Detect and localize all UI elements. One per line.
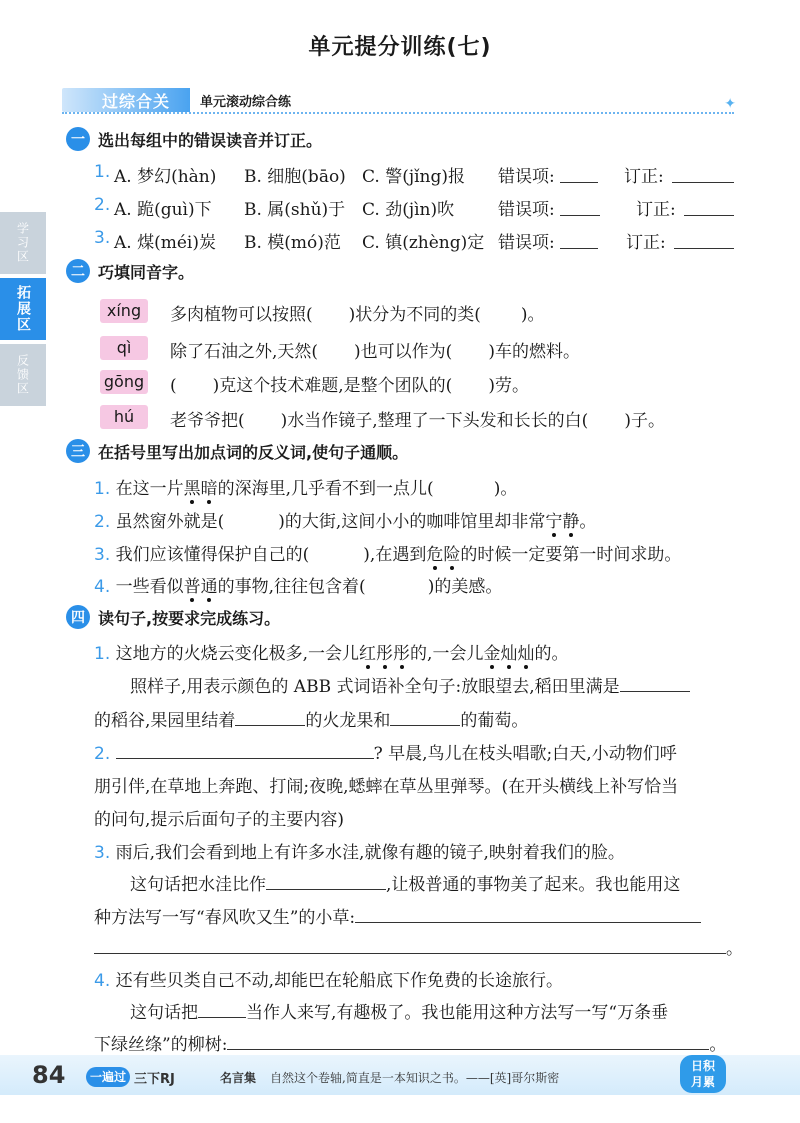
q3-line-1 xyxy=(130,870,680,895)
text: ? 早晨,鸟儿在枝头唱歌;白天,小动物们呼 xyxy=(373,744,677,764)
dotted-char: 普 xyxy=(183,577,201,597)
star-icon: ✦ xyxy=(724,96,736,112)
text: 虽然窗外就是( xyxy=(115,512,225,532)
s3-row-3 xyxy=(94,540,681,565)
daily-stamp xyxy=(680,1055,726,1093)
item-number: 4. xyxy=(94,971,111,991)
answer-blank[interactable] xyxy=(355,922,701,923)
section-1-title: 选出每组中的错误读音并订正。 xyxy=(98,130,323,150)
text: ,让极普通的事物美了起来。我也能用这 xyxy=(386,875,681,895)
dotted-char: 通 xyxy=(200,577,218,597)
error-label: 错误项: xyxy=(498,233,555,253)
text: 的火龙果和 xyxy=(305,711,391,731)
text: 这句话把 xyxy=(130,1003,198,1023)
banner-dotted-line xyxy=(62,112,734,114)
q4-sentence xyxy=(94,966,563,991)
text: ( xyxy=(170,376,177,396)
text: 还有些贝类自己不动,却能巴在轮船底下作免费的长途旅行。 xyxy=(115,971,564,991)
text: 的时候一定要第一时间求助。 xyxy=(460,545,682,565)
s1-row-1 xyxy=(94,162,664,187)
banner-tag-label: 过综合关 xyxy=(102,92,171,111)
s3-row-2 xyxy=(94,507,596,532)
stamp-bottom: 月累 xyxy=(690,1075,715,1089)
text: 的,一会儿 xyxy=(410,644,484,664)
dotted-char: 险 xyxy=(443,545,461,565)
item-number: 1. xyxy=(94,644,111,664)
dotted-char: 金 xyxy=(483,644,501,664)
item-number: 3. xyxy=(94,545,111,565)
option-c: C. 劲(jìn)吹 xyxy=(362,200,455,220)
text: 种方法写一写“春风吹又生”的小草: xyxy=(94,908,356,928)
option-c: C. 镇(zhèng)定 xyxy=(362,233,485,253)
quote-label: 名言集 xyxy=(220,1071,257,1085)
text: ),在遇到 xyxy=(363,545,427,565)
dotted-char: 黑 xyxy=(183,479,201,499)
quote-text: 自然这个卷轴,简直是一本知识之书。——[英]哥尔斯密 xyxy=(270,1071,560,1085)
text: )也可以作为( xyxy=(354,342,453,362)
section-1-badge: 一 xyxy=(66,127,90,151)
dotted-char: 危 xyxy=(426,545,444,565)
banner-subtitle: 单元滚动综合练 xyxy=(200,95,292,110)
text: 的。 xyxy=(534,644,569,664)
text: )状分为不同的类( xyxy=(348,305,481,325)
s1-row-3 xyxy=(94,228,666,253)
text: 多肉植物可以按照( xyxy=(170,305,313,325)
section-3-title: 在括号里写出加点词的反义词,使句子通顺。 xyxy=(98,442,409,462)
text: 老爷爷把( xyxy=(170,411,245,431)
footer xyxy=(0,1055,800,1095)
q1-sentence xyxy=(94,639,568,664)
text: )劳。 xyxy=(488,376,529,396)
dotted-word xyxy=(545,512,579,532)
page-number: 84 xyxy=(32,1061,66,1089)
q2-line-1 xyxy=(94,739,677,764)
error-blank[interactable] xyxy=(560,182,598,183)
dotted-char: 宁 xyxy=(545,512,563,532)
fix-blank[interactable] xyxy=(672,182,734,183)
q3-line-3 xyxy=(94,934,743,959)
dotted-char: 红 xyxy=(359,644,377,664)
text: )水当作镜子,整理了一下头发和长长的白( xyxy=(280,411,589,431)
section-1-heading xyxy=(66,127,322,151)
text: 雨后,我们会看到地上有许多水洼,就像有趣的镜子,映射着我们的脸。 xyxy=(115,843,625,863)
text: 的事物,往往包含着( xyxy=(217,577,366,597)
error-blank[interactable] xyxy=(560,248,598,249)
pinyin-tag: qì xyxy=(100,336,148,360)
banner-tag xyxy=(62,88,190,112)
fix-blank[interactable] xyxy=(674,248,734,249)
pinyin-tag: gōng xyxy=(100,370,148,394)
quote-line xyxy=(220,1069,559,1086)
item-number: 4. xyxy=(94,577,111,597)
text: 除了石油之外,天然( xyxy=(170,342,319,362)
option-a: A. 梦幻(hàn) xyxy=(114,167,217,187)
dotted-char: 暗 xyxy=(200,479,218,499)
error-label: 错误项: xyxy=(498,200,555,220)
q2-line-3: 的问句,提示后面句子的主要内容) xyxy=(94,810,345,830)
text: 。 xyxy=(726,939,743,959)
brand-badge: 一遍过 xyxy=(86,1067,130,1087)
option-b: B. 模(mó)范 xyxy=(244,233,341,253)
s2-sentence-1 xyxy=(170,300,545,325)
s3-row-1 xyxy=(94,474,517,499)
text: 照样子,用表示颜色的 ABB 式词语补全句子:放眼望去,稻田里满是 xyxy=(130,677,620,697)
q1-instruction-2 xyxy=(94,706,528,731)
answer-blank[interactable] xyxy=(235,725,305,726)
item-number: 2. xyxy=(94,195,111,215)
section-banner xyxy=(62,88,734,114)
dotted-word xyxy=(483,644,534,664)
text: 这地方的火烧云变化极多,一会儿 xyxy=(115,644,360,664)
q2-line-2: 朋引伴,在草地上奔跑、打闹;夜晚,蟋蟀在草丛里弹琴。(在开头横线上补写恰当 xyxy=(94,777,679,797)
text: 一些看似 xyxy=(115,577,184,597)
s2-sentence-3 xyxy=(170,371,529,396)
error-label: 错误项: xyxy=(498,167,555,187)
answer-blank[interactable] xyxy=(390,725,460,726)
grade-label: 三下RJ xyxy=(134,1072,175,1087)
q3-line-2 xyxy=(94,903,701,928)
dotted-word xyxy=(359,644,410,664)
dotted-char: 灿 xyxy=(517,644,535,664)
section-2-heading xyxy=(66,259,194,283)
section-4-heading xyxy=(66,605,280,629)
item-number: 2. xyxy=(94,512,111,532)
error-blank[interactable] xyxy=(560,215,600,216)
item-number: 1. xyxy=(94,162,111,182)
q4-line-1 xyxy=(130,998,668,1023)
dotted-char: 彤 xyxy=(376,644,394,664)
text: 的葡萄。 xyxy=(460,711,529,731)
text: 当作人来写,有趣极了。我也能用这种方法写一写“万条垂 xyxy=(246,1003,669,1023)
s1-row-2 xyxy=(94,195,676,220)
answer-blank[interactable] xyxy=(198,1017,246,1018)
text: )克这个技术难题,是整个团队的( xyxy=(212,376,453,396)
dotted-char: 静 xyxy=(562,512,580,532)
answer-blank[interactable] xyxy=(94,953,726,954)
page-title: 单元提分训练(七) xyxy=(308,35,492,60)
option-b: B. 属(shǔ)于 xyxy=(244,200,346,220)
side-tabs xyxy=(0,212,46,408)
q1-instruction xyxy=(130,672,690,697)
q4-line-2 xyxy=(94,1030,726,1055)
section-2-badge: 二 xyxy=(66,259,90,283)
text: )子。 xyxy=(624,411,665,431)
text: )的美感。 xyxy=(427,577,503,597)
text: 我们应该懂得保护自己的( xyxy=(115,545,310,565)
fix-label: 订正: xyxy=(624,167,664,187)
option-a: A. 煤(méi)炭 xyxy=(114,233,216,253)
section-4-title: 读句子,按要求完成练习。 xyxy=(98,608,281,628)
text: 的深海里,几乎看不到一点儿( xyxy=(217,479,434,499)
section-3-heading xyxy=(66,439,408,463)
dotted-word xyxy=(184,577,218,597)
answer-blank[interactable] xyxy=(266,889,386,890)
item-number: 3. xyxy=(94,228,111,248)
option-c: C. 警(jǐng)报 xyxy=(362,167,466,187)
fix-blank[interactable] xyxy=(684,215,734,216)
option-a: A. 跪(guì)下 xyxy=(114,200,212,220)
answer-blank[interactable] xyxy=(620,691,690,692)
tab-study[interactable]: 学习区 xyxy=(0,212,46,274)
item-number: 1. xyxy=(94,479,111,499)
section-3-badge: 三 xyxy=(66,439,90,463)
answer-blank[interactable] xyxy=(227,1049,709,1050)
text: 在这一片 xyxy=(115,479,184,499)
text: 这句话把水洼比作 xyxy=(130,875,266,895)
dotted-char: 灿 xyxy=(500,644,518,664)
text: 。 xyxy=(709,1035,727,1055)
question-blank[interactable] xyxy=(116,758,374,759)
text: )。 xyxy=(493,479,518,499)
stamp-top: 日积 xyxy=(690,1059,715,1073)
pinyin-tag: xíng xyxy=(100,299,148,323)
item-number: 3. xyxy=(94,843,111,863)
text: )。 xyxy=(520,305,545,325)
tab-expand[interactable]: 拓展区 xyxy=(0,278,46,340)
section-2-title: 巧填同音字。 xyxy=(98,262,195,282)
dotted-word xyxy=(184,479,218,499)
s2-sentence-2 xyxy=(170,337,580,362)
s3-row-4 xyxy=(94,572,502,597)
text: )的大街,这间小小的咖啡馆里却非常 xyxy=(278,512,546,532)
s2-sentence-4 xyxy=(170,406,665,431)
tab-feedback[interactable]: 反馈区 xyxy=(0,344,46,406)
section-4-badge: 四 xyxy=(66,605,90,629)
item-number: 2. xyxy=(94,744,111,764)
fix-label: 订正: xyxy=(636,200,676,220)
text: 的稻谷,果园里结着 xyxy=(94,711,236,731)
q3-sentence xyxy=(94,838,625,863)
dotted-char: 彤 xyxy=(393,644,411,664)
fix-label: 订正: xyxy=(626,233,666,253)
text: )车的燃料。 xyxy=(488,342,580,362)
dotted-word xyxy=(426,545,460,565)
text: 。 xyxy=(579,512,597,532)
option-b: B. 细胞(bāo) xyxy=(244,167,346,187)
text: 下绿丝绦”的柳树: xyxy=(94,1035,228,1055)
pinyin-tag: hú xyxy=(100,405,148,429)
